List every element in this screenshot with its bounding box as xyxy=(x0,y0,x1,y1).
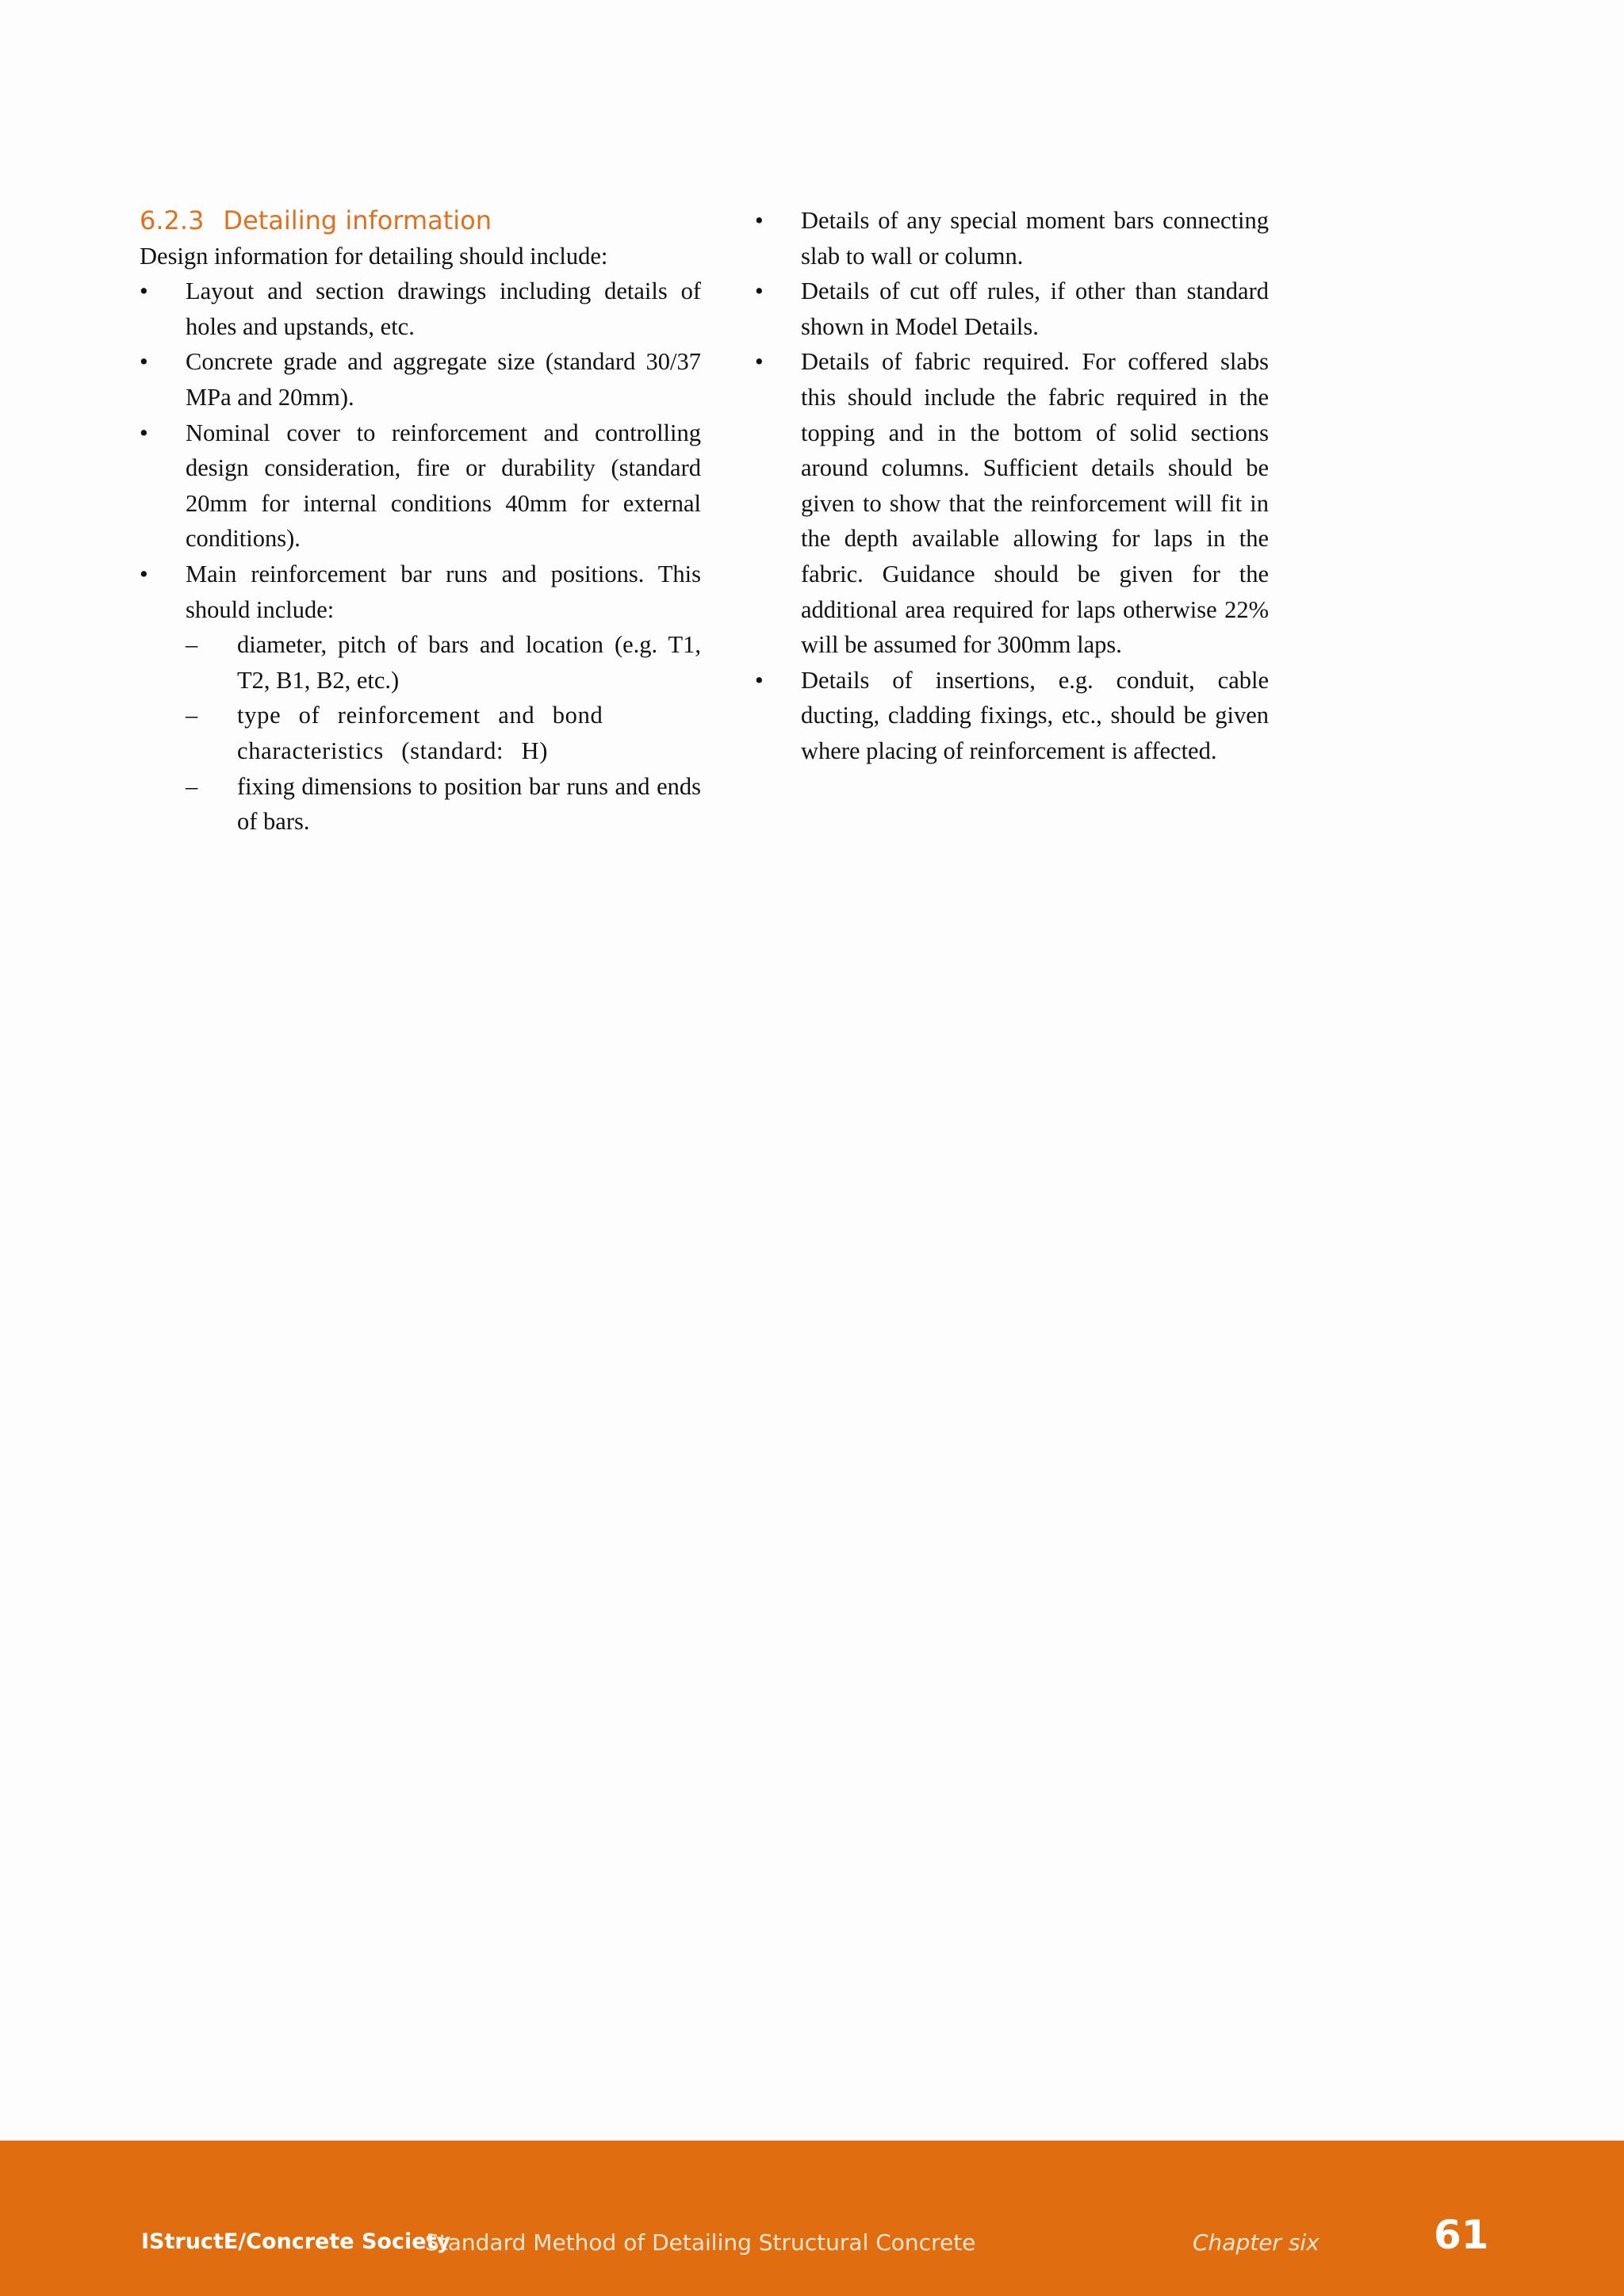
bullet-item: • Layout and section drawings including details of holes and upstands, etc. xyxy=(140,274,701,344)
bullet-item: • Details of fabric required. For coffered slabs this should include the fabric required in the topping and in the bottom of solid sections around columns. Sufficient details should be given to show that the reinforcement will fit in the depth available allowing for laps in the fabric. Guidance should be given for the additional area required for laps otherwise 22% will be assumed for 300mm laps. xyxy=(755,344,1269,662)
left-column xyxy=(140,203,701,840)
left-bullet-list xyxy=(140,274,701,840)
sub-item: – diameter, pitch of bars and location (e.g. T1, T2, B1, B2, etc.) xyxy=(186,627,701,698)
footer-title: Standard Method of Detailing Structural Concrete xyxy=(425,2229,976,2256)
bullet-item: • Details of cut off rules, if other than standard shown in Model Details. xyxy=(755,274,1269,344)
bullet-item xyxy=(140,557,701,840)
right-column xyxy=(755,203,1269,769)
page-number: 61 xyxy=(1434,2212,1489,2258)
section-number: 6.2.3 xyxy=(140,205,205,235)
bullet-item: • Details of insertions, e.g. conduit, cable ducting, cladding fixings, etc., should be given where placing of reinforcement is affected. xyxy=(755,663,1269,769)
bullet-item: • Nominal cover to reinforcement and controlling design consideration, fire or durability (standard 20mm for internal conditions 40mm for external conditions). xyxy=(140,415,701,557)
sub-item: – type of reinforcement and bond characteristics (standard: H) xyxy=(186,698,701,768)
page-footer xyxy=(0,2141,1624,2296)
sub-item: – fixing dimensions to position bar runs and ends of bars. xyxy=(186,769,701,840)
bullet-item-text: Main reinforcement bar runs and positions. This should include: xyxy=(186,560,701,623)
footer-org: IStructE/Concrete Society xyxy=(141,2229,451,2254)
bullet-item: • Details of any special moment bars connecting slab to wall or column. xyxy=(755,203,1269,274)
section-heading xyxy=(140,203,701,239)
section-title: Detailing information xyxy=(223,205,492,235)
intro-text: Design information for detailing should include: xyxy=(140,242,608,270)
bullet-item: • Concrete grade and aggregate size (standard 30/37 MPa and 20mm). xyxy=(140,344,701,415)
footer-chapter: Chapter six xyxy=(1193,2229,1320,2256)
right-bullet-list xyxy=(755,203,1269,769)
sub-list xyxy=(186,627,701,840)
